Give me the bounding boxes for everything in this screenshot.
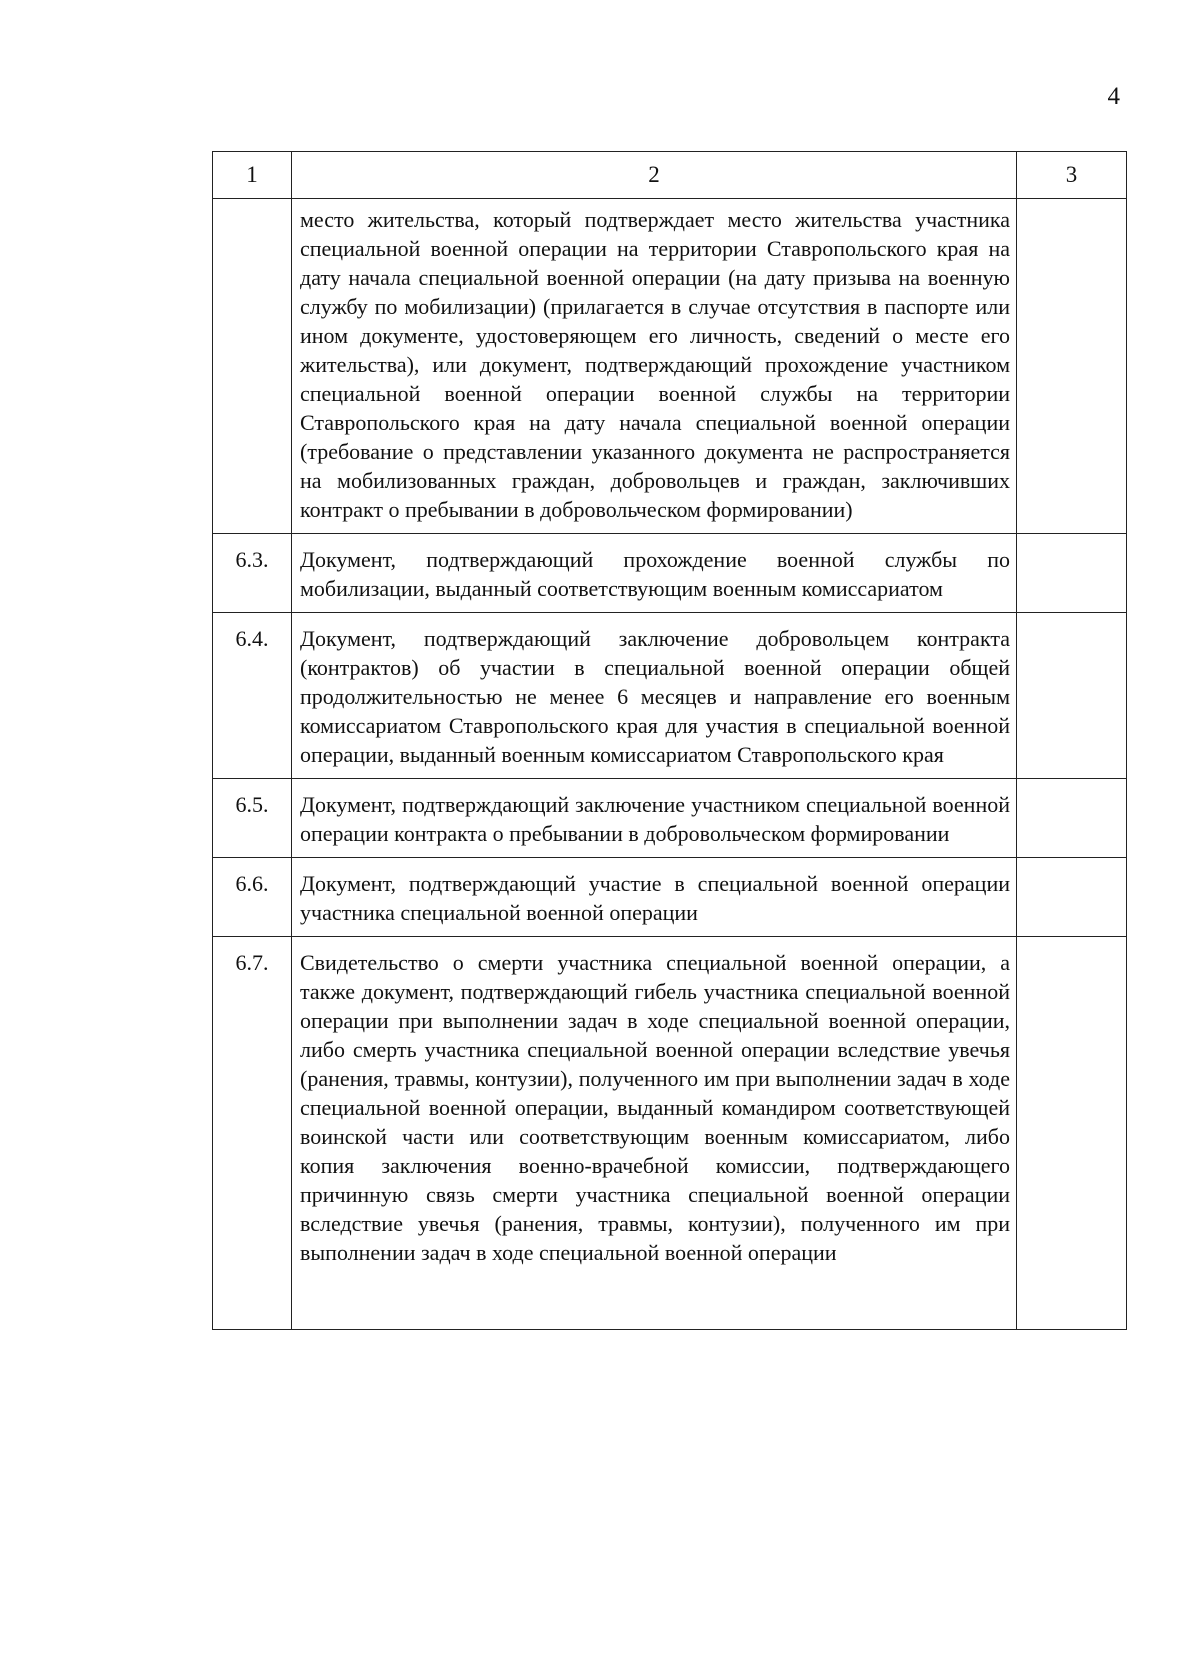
row-col3: [1017, 534, 1127, 613]
row-number: 6.3.: [213, 534, 292, 613]
row-text: Документ, подтверждающий участие в специальной военной операции участника специальной военной операции: [292, 858, 1017, 937]
row-col3: [1017, 937, 1127, 1330]
row-number: 6.6.: [213, 858, 292, 937]
table-row: [213, 937, 1127, 1330]
row-col3: [1017, 199, 1127, 534]
row-number: 6.4.: [213, 613, 292, 779]
row-col3: [1017, 779, 1127, 858]
row-number: [213, 199, 292, 534]
column-header-2: 2: [292, 152, 1017, 199]
row-text: Документ, подтверждающий заключение добровольцем контракта (контрактов) об участии в специальной военной операции общей продолжительностью не менее 6 месяцев и направление его военным комиссариатом Ставропольского края для участия в специальной военной операции, выданный военным комиссариатом Ставропольского края: [292, 613, 1017, 779]
row-col3: [1017, 858, 1127, 937]
table-row: [213, 534, 1127, 613]
document-table: [212, 151, 1127, 1330]
table-header-row: [213, 152, 1127, 199]
row-number: 6.7.: [213, 937, 292, 1330]
row-col3: [1017, 613, 1127, 779]
table-row: [213, 199, 1127, 534]
column-header-3: 3: [1017, 152, 1127, 199]
table-row: [213, 613, 1127, 779]
column-header-1: 1: [213, 152, 292, 199]
row-text: Свидетельство о смерти участника специальной военной операции, а также документ, подтверждающий гибель участника специальной военной операции при выполнении задач в ходе специальной военной операции, либо смерть участника специальной военной операции вследствие увечья (ранения, травмы, контузии), полученного им при выполнении задач в ходе специальной военной операции, выданный командиром соответствующей воинской части или соответствующим военным комиссариатом, либо копия заключения военно-врачебной комиссии, подтверждающего причинную связь смерти участника специальной военной операции вследствие увечья (ранения, травмы, контузии), полученного им при выполнении задач в ходе специальной военной операции: [292, 937, 1017, 1330]
table-row: [213, 858, 1127, 937]
page-number: 4: [1107, 83, 1120, 110]
row-number: 6.5.: [213, 779, 292, 858]
table-row: [213, 779, 1127, 858]
row-text: Документ, подтверждающий заключение участником специальной военной операции контракта о пребывании в добровольческом формировании: [292, 779, 1017, 858]
row-text: Документ, подтверждающий прохождение военной службы по мобилизации, выданный соответствующим военным комиссариатом: [292, 534, 1017, 613]
row-text: место жительства, который подтверждает место жительства участника специальной военной операции на территории Ставропольского края на дату начала специальной военной операции (на дату призыва на военную службу по мобилизации) (прилагается в случае отсутствия в паспорте или ином документе, удостоверяющем его личность, сведений о месте его жительства), или документ, подтверждающий прохождение участником специальной военной операции военной службы на территории Ставропольского края на дату начала специальной военной операции (требование о представлении указанного документа не распространяется на мобилизованных граждан, добровольцев и граждан, заключивших контракт о пребывании в добровольческом формировании): [292, 199, 1017, 534]
